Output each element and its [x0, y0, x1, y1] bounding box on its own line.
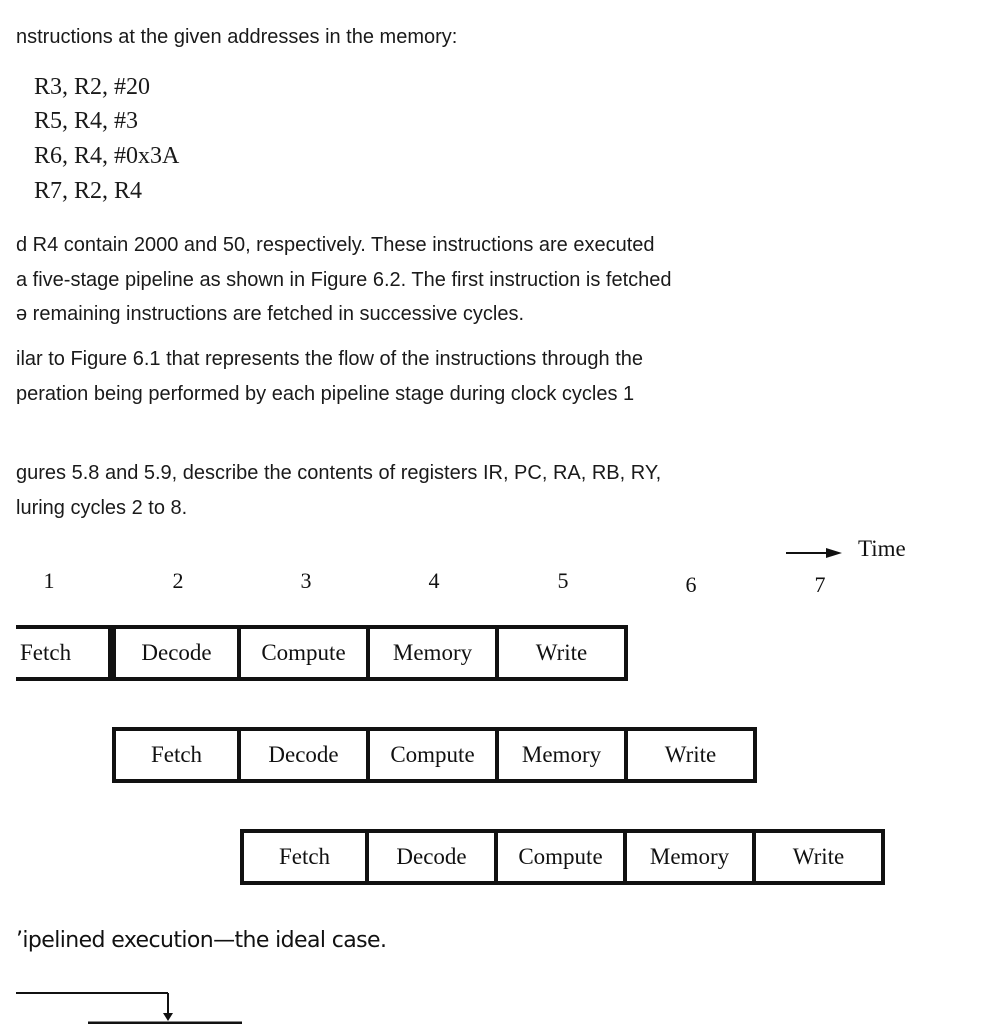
code-line: R6, R4, #0x3A [34, 143, 180, 169]
cycle-number: 3 [300, 568, 312, 593]
pipeline-stage: Fetch [240, 833, 369, 881]
cycle-number: 7 [814, 572, 826, 597]
pipeline-row [240, 829, 885, 885]
code-line: R7, R2, R4 [34, 178, 143, 204]
cycle-number: 6 [685, 572, 697, 597]
pipeline-row [112, 727, 757, 783]
pipeline-row [16, 625, 628, 681]
paragraph-line: ɡures 5.8 and 5.9, describe the contents of registers IR, PC, RA, RB, RY, [16, 462, 662, 484]
pipeline-stage: Write [499, 629, 628, 677]
pipeline-stage: Write [756, 833, 885, 881]
cycle-number: 4 [428, 568, 440, 593]
partial-diagram-lines [0, 985, 260, 1024]
intro-text: nstructions at the given addresses in the memory: [16, 26, 458, 48]
cycle-number: 5 [557, 568, 569, 593]
pipeline-stage: Fetch [112, 731, 241, 779]
pipeline-stage: Memory [499, 731, 628, 779]
code-line: R3, R2, #20 [34, 74, 151, 100]
cycle-number: 1 [43, 568, 55, 593]
paragraph-line: ilar to Figure 6.1 that represents the flow of the instructions through the [16, 348, 644, 370]
time-arrow-icon [786, 545, 846, 561]
pipeline-stage: Compute [370, 731, 499, 779]
pipeline-stage: Write [628, 731, 757, 779]
paragraph-line: d R4 contain 2000 and 50, respectively. These instructions are executed [16, 234, 655, 256]
paragraph-line: luring cycles 2 to 8. [16, 497, 188, 519]
paragraph-line: a five-stage pipeline as shown in Figure 6.2. The first instruction is fetched [16, 269, 672, 291]
pipeline-stage: Decode [112, 629, 241, 677]
time-label: Time [858, 536, 906, 561]
pipeline-stage: Decode [241, 731, 370, 779]
pipeline-stage: Compute [241, 629, 370, 677]
pipeline-stage: Memory [370, 629, 499, 677]
paragraph-line: peration being performed by each pipeline stage during clock cycles 1 [16, 383, 635, 405]
pipeline-stage: Fetch [16, 629, 112, 677]
pipeline-stage: Decode [369, 833, 498, 881]
pipeline-stage: Memory [627, 833, 756, 881]
cycle-number: 2 [172, 568, 184, 593]
pipeline-stage: Compute [498, 833, 627, 881]
figure-caption: ’ipelined execution—the ideal case. [16, 928, 387, 953]
paragraph-line: ə remaining instructions are fetched in successive cycles. [16, 303, 525, 325]
code-line: R5, R4, #3 [34, 108, 139, 134]
